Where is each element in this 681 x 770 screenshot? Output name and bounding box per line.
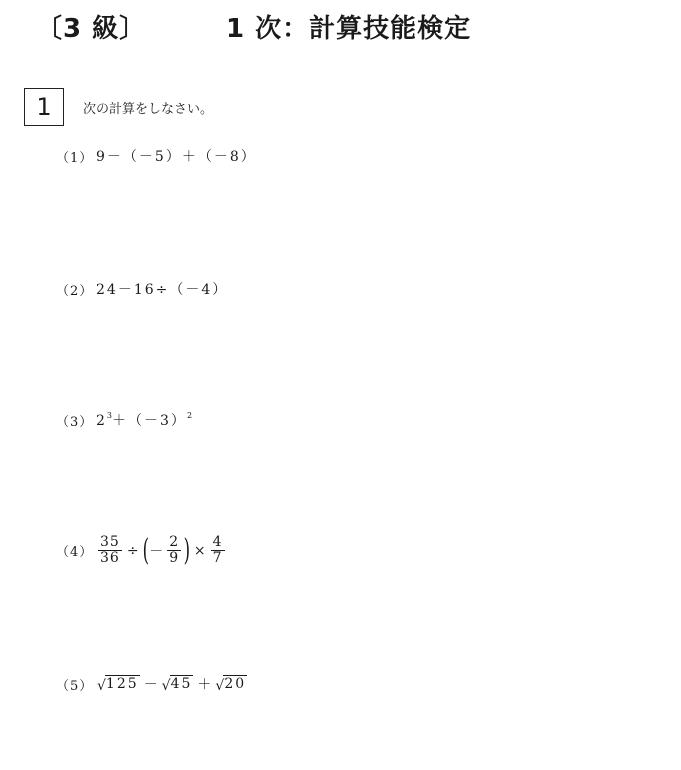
power-base: 2 — [96, 413, 107, 429]
radical-sign-icon: √ — [161, 677, 171, 694]
problem-expression: 24－16÷（－4） — [96, 282, 229, 298]
radical-sign-icon: √ — [97, 677, 106, 694]
problem-label: （2） — [56, 283, 94, 299]
problem-expression: 9－（－5）＋（－8） — [96, 149, 257, 165]
minus-operator: － — [143, 677, 158, 693]
problem-4 — [56, 532, 227, 568]
problem-2 — [56, 279, 228, 299]
problem-1 — [56, 146, 257, 166]
problem-expression — [96, 410, 192, 430]
grade-heading: 〔3 級〕 — [36, 14, 147, 44]
problem-label: （1） — [56, 150, 94, 166]
plus-operator: ＋ — [197, 677, 212, 693]
fraction-numerator: 35 — [100, 534, 120, 550]
radicand: 20 — [224, 676, 247, 693]
negative-sign: － — [149, 543, 164, 560]
problem-label: （4） — [56, 545, 94, 560]
problem-label: （3） — [56, 414, 94, 430]
question-number-box: 1 — [24, 88, 64, 126]
fraction-denominator: 9 — [169, 550, 180, 566]
fraction — [98, 535, 122, 566]
fraction-numerator: 2 — [169, 534, 180, 550]
divide-operator: ÷ — [126, 542, 139, 559]
right-paren: ) — [183, 532, 191, 568]
exponent: 3 — [106, 411, 113, 420]
exam-title: 1 次：計算技能検定 — [226, 14, 472, 44]
expression-middle: ＋（－3） — [112, 413, 187, 429]
question-instruction: 次の計算をしなさい。 — [83, 102, 214, 117]
square-root — [215, 675, 247, 692]
problem-3 — [56, 410, 192, 430]
radicand: 45 — [170, 676, 193, 693]
fraction — [211, 535, 225, 566]
problem-5 — [56, 674, 248, 694]
left-paren: ( — [142, 532, 149, 568]
fraction-denominator: 36 — [100, 550, 120, 566]
radicand: 125 — [105, 676, 139, 693]
fraction-numerator: 4 — [212, 534, 223, 550]
fraction — [167, 535, 181, 566]
square-root — [162, 675, 194, 692]
problem-label: （5） — [56, 678, 94, 694]
fraction-denominator: 7 — [212, 550, 223, 566]
square-root — [97, 675, 140, 692]
exponent: 2 — [186, 411, 193, 420]
radical-sign-icon: √ — [215, 677, 225, 694]
multiply-operator: × — [193, 542, 206, 559]
